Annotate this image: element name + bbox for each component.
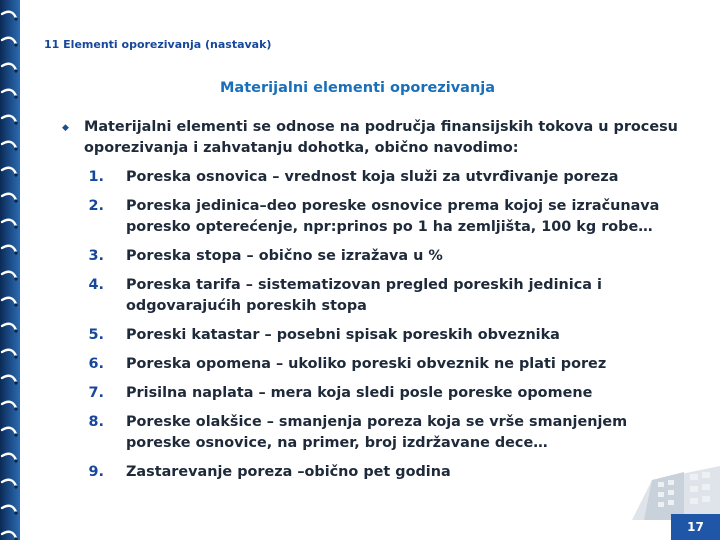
list-item-text: Poreski katastar – posebni spisak poreskih obveznika [126, 327, 560, 343]
slide-title: Materijalni elementi oporezivanja [220, 80, 496, 96]
list-item [62, 196, 702, 238]
list-item-number: 6. [88, 356, 104, 372]
list-item [62, 325, 702, 346]
list-item [62, 167, 702, 188]
list-item-number: 7. [88, 385, 104, 401]
numbered-list [62, 167, 702, 483]
list-item-text: Poreska osnovica – vrednost koja služi za utvrđivanje poreza [126, 169, 619, 185]
list-item-number: 1. [88, 169, 104, 185]
list-item [62, 246, 702, 267]
bullet-row [62, 117, 702, 159]
list-item [62, 383, 702, 404]
slide-content [62, 117, 702, 491]
list-item [62, 354, 702, 375]
section-header [44, 38, 271, 51]
list-item-text: Poreska jedinica–deo poreske osnovice prema kojoj se izračunava poresko opterećenje, npr:prinos po 1 ha zemljišta, 100 kg robe… [126, 198, 660, 235]
list-item [62, 275, 702, 317]
list-item-text: Zastarevanje poreza –obično pet godina [126, 464, 451, 480]
list-item-number: 3. [88, 248, 104, 264]
list-item-text: Poreske olakšice – smanjenja poreza koja se vrše smanjenjem poreske osnovice, na primer, broj izdržavane dece… [126, 414, 628, 451]
diamond-bullet-icon: ◆ [62, 123, 69, 133]
section-title: Elementi oporezivanja (nastavak) [63, 38, 272, 51]
page-number-badge: 17 [671, 514, 720, 540]
list-item-number: 2. [88, 198, 104, 214]
list-item-number: 5. [88, 327, 104, 343]
list-item-text: Poreska stopa – obično se izražava u % [126, 248, 443, 264]
list-item-text: Poreska tarifa – sistematizovan pregled poreskih jedinica i odgovarajućih poreskih stopa [126, 277, 602, 314]
list-item [62, 462, 702, 483]
list-item-text: Prisilna naplata – mera koja sledi posle poreske opomene [126, 385, 593, 401]
list-item-number: 9. [88, 464, 104, 480]
list-item-number: 4. [88, 277, 104, 293]
section-number: 11 [44, 38, 60, 51]
list-item-number: 8. [88, 414, 104, 430]
list-item-text: Poreska opomena – ukoliko poreski obveznik ne plati porez [126, 356, 607, 372]
bullet-text: Materijalni elementi se odnose na područja finansijskih tokova u procesu oporezivanja i zahvatanju dohotka, obično navodimo: [84, 119, 678, 156]
building-decoration-icon [622, 462, 720, 520]
list-item [62, 412, 702, 454]
